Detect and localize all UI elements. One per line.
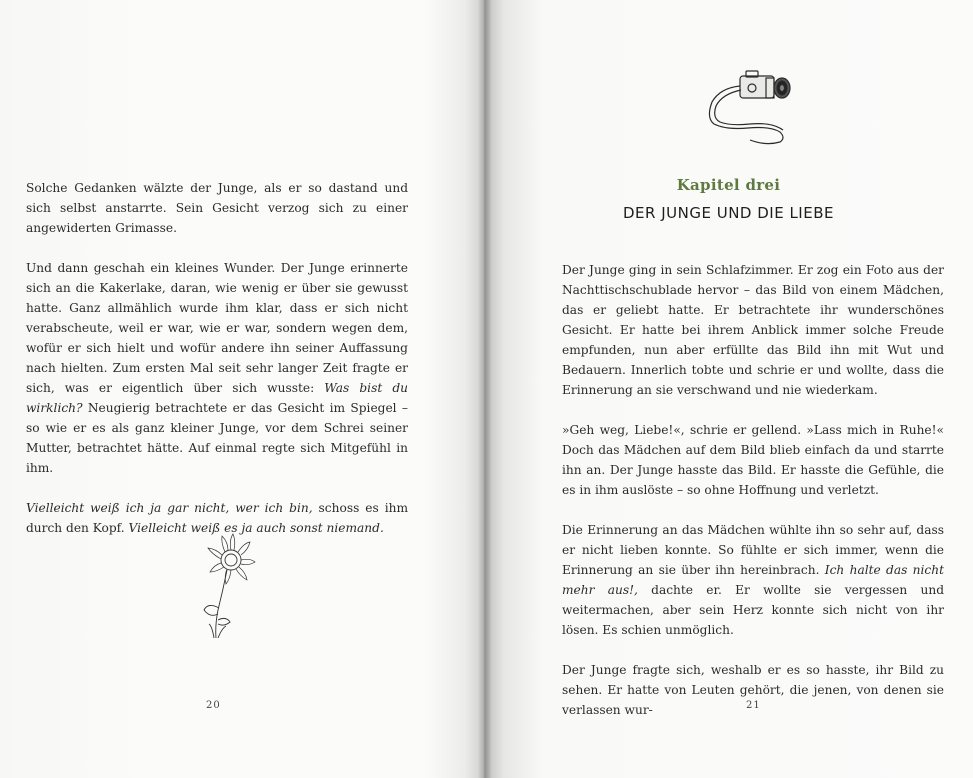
camera-icon [700,66,810,156]
paragraph [562,520,944,640]
right-page [484,0,973,778]
text-run: Der Junge fragte sich, weshalb er es so hasste, ihr Bild zu sehen. Er hatte von Leuten gehört, die jenen, von denen sie verlassen wur- [562,663,944,717]
paragraph-gap [26,238,408,258]
text-run: schoss es ihm durch den Kopf. [26,501,408,535]
book-gutter [478,0,492,778]
italic-text: Was bist du wirklich? [26,381,408,415]
paragraph [562,260,944,400]
text-run: »Geh weg, Liebe!«, schrie er gellend. »Lass mich in Ruhe!« Doch das Mädchen auf dem Bild blieb einfach da und starrte ihn an. Der Junge hasste das Bild. Er hasste die Gefühle, die es in ihm auslöste – so ohne Hoffnung und verletzt. [562,423,944,497]
italic-text: Ich halte das nicht mehr aus!, [562,563,944,597]
paragraph-gap [562,500,944,520]
text-run: Der Junge ging in sein Schlafzimmer. Er zog ein Foto aus der Nachttischschublade hervor – das Bild von einem Mädchen, das er geliebt hatte. Er betrachtete ihr wunderschönes Gesicht. Er hatte bei ihrem Anblick immer solche Freude empfunden, nun aber erfüllte das Bild ihn mit Wut und Bedauern. Innerlich tobte und schrie er und wollte, dass die Erinnerung an sie verschwand und nie wiederkam. [562,263,944,397]
text-run: dachte er. Er wollte sie vergessen und weitermachen, aber sein Herz konnte sich nicht von ihr lösen. Es schien unmöglich. [562,583,944,637]
text-run: Solche Gedanken wälzte der Junge, als er so dastand und sich selbst anstarrte. Sein Gesicht verzog sich zu einer angewiderten Grimasse. [26,181,408,235]
paragraph-gap [26,478,408,498]
italic-text: Vielleicht weiß es ja auch sonst niemand. [128,521,384,535]
paragraph-gap [562,400,944,420]
left-page-text [26,178,408,538]
page-number: 20 [206,700,221,711]
sunflower-icon [188,530,258,640]
chapter-label: Kapitel drei [676,176,781,194]
text-run: Die Erinnerung an das Mädchen wühlte ihn so sehr auf, dass er nicht lieben konnte. So fühlte er sich immer, wenn die Erinnerung an sie über ihn hereinbrach. [562,523,944,577]
paragraph [562,660,944,720]
chapter-title: DER JUNGE UND DIE LIEBE [623,204,834,222]
page-number: 21 [746,700,761,711]
paragraph [562,420,944,500]
right-page-text [562,260,944,720]
paragraph [26,178,408,238]
text-run: Und dann geschah ein kleines Wunder. Der Junge erinnerte sich an die Kakerlake, daran, wie wenig er über sie gewusst hatte. Ganz allmählich wurde ihm klar, dass er sich nicht verabscheute, weil er war, wie er war, sondern wegen dem, wofür er sich hielt und wofür andere ihn seiner Auffassung nach hielten. Zum ersten Mal seit sehr langer Zeit fragte er sich, was er eigentlich über sich wusste: [26,261,408,395]
paragraph-gap [562,640,944,660]
text-run: Neugierig betrachtete er das Gesicht im Spiegel – so wie er es als ganz kleiner Junge, vor dem Schrei seiner Mutter, betrachtet hätte. Auf einmal regte sich Mitgefühl in ihm. [26,401,408,475]
left-page [0,0,484,778]
italic-text: Vielleicht weiß ich ja gar nicht, wer ich bin, [26,501,313,515]
paragraph [26,258,408,478]
